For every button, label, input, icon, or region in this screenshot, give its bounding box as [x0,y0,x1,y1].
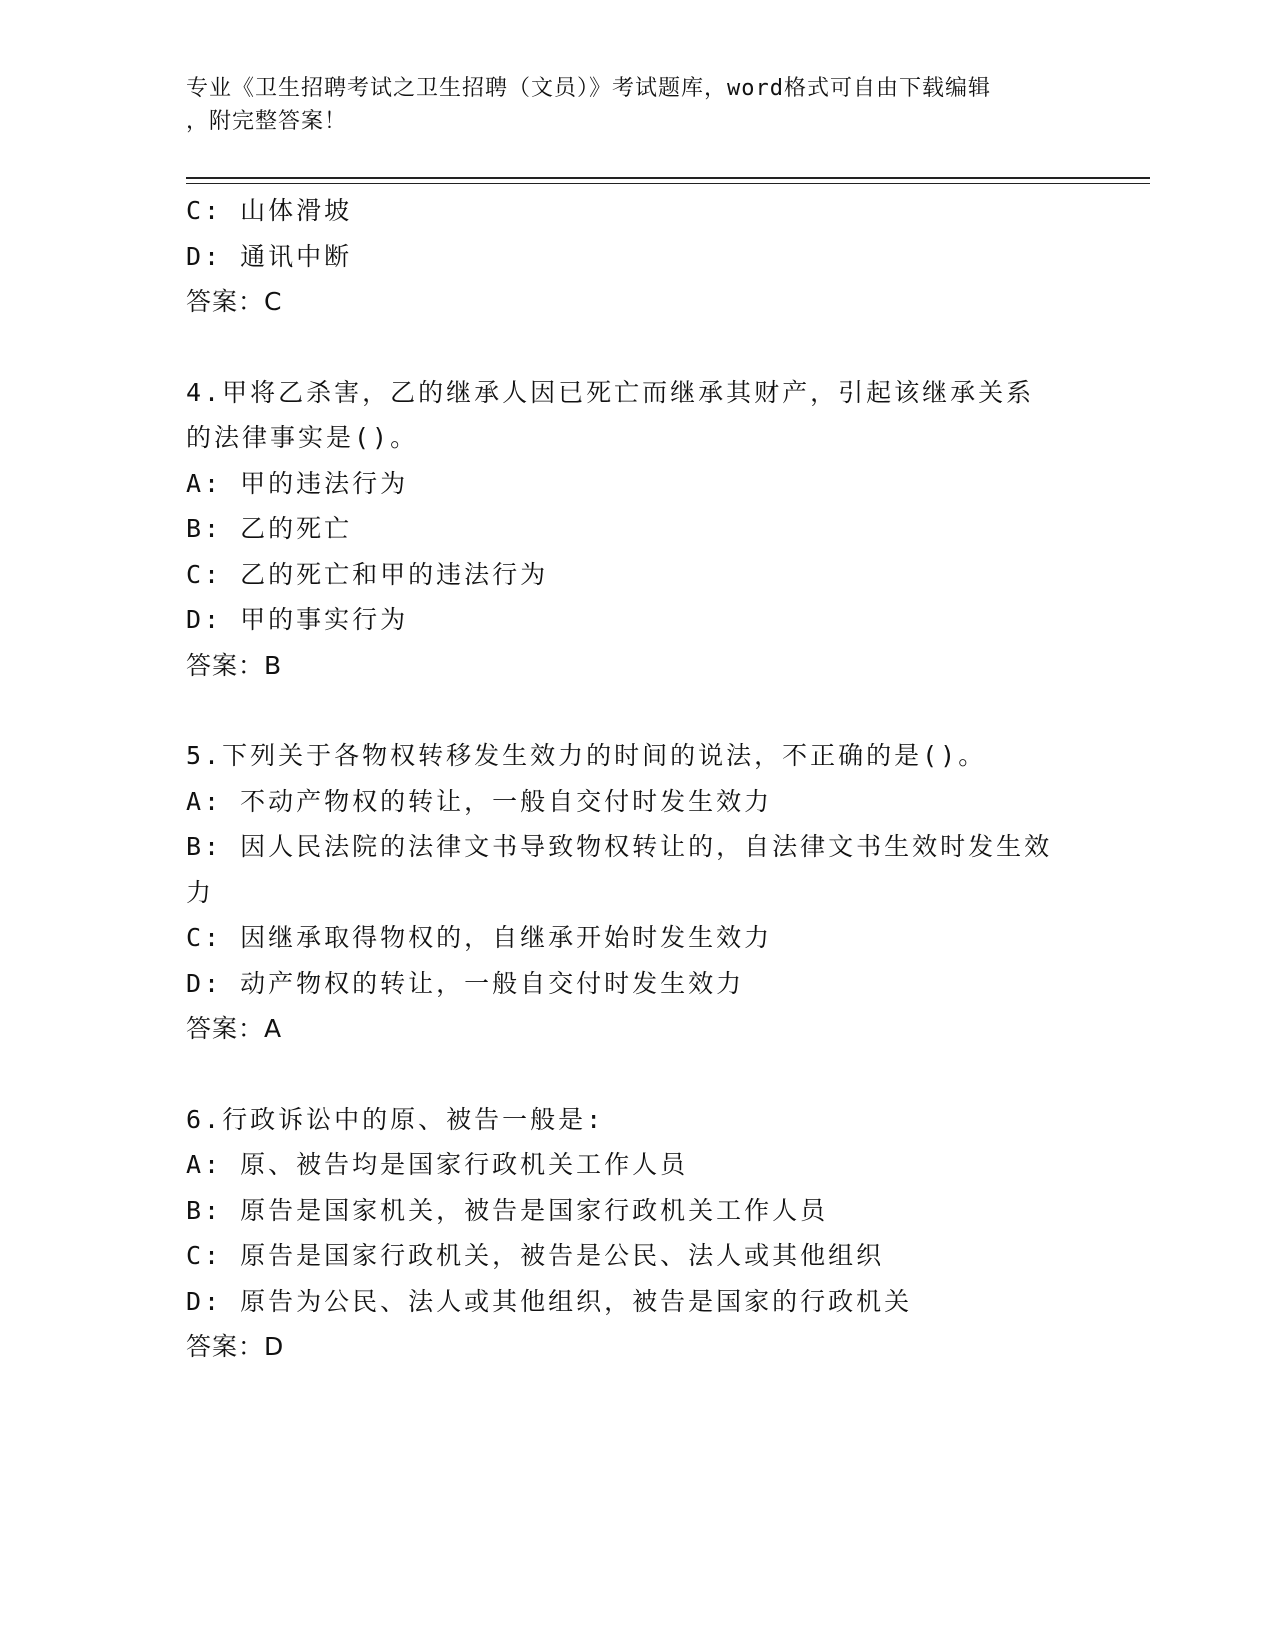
option-b-continued: 力 [186,877,215,907]
question-list [186,188,1086,1370]
option-a: A: 不动产物权的转让，一般自交付时发生效力 [186,786,773,816]
header-divider-thick [186,177,1150,179]
option-a: A: 甲的违法行为 [186,468,409,498]
option-c: C: 因继承取得物权的，自继承开始时发生效力 [186,923,773,952]
option-d: D: 甲的事实行为 [186,605,409,634]
answer-text: 答案：C [186,287,283,316]
option-d: D: 通讯中断 [186,241,353,271]
header-divider-thin [186,183,1150,184]
answer-text: 答案：D [186,1332,285,1361]
option-b: B: 乙的死亡 [186,514,353,543]
option-c: C: 山体滑坡 [186,196,353,225]
option-d: D: 动产物权的转让，一般自交付时发生效力 [186,968,745,998]
question-4 [186,370,1086,689]
question-5 [186,733,1086,1052]
question-stem-continued: 的法律事实是()。 [186,423,419,452]
option-c: C: 原告是国家行政机关，被告是公民、法人或其他组织 [186,1241,885,1270]
question-6 [186,1097,1086,1370]
header-line-1: 专业《卫生招聘考试之卫生招聘（文员）》考试题库，word格式可自由下载编辑 [186,76,991,101]
question-stem: 6.行政诉讼中的原、被告一般是: [186,1104,605,1134]
option-b: B: 因人民法院的法律文书导致物权转让的，自法律文书生效时发生效 [186,832,1053,861]
question-stem: 4.甲将乙杀害，乙的继承人因已死亡而继承其财产，引起该继承关系 [186,377,1035,407]
document-header [186,72,1066,138]
option-b: B: 原告是国家机关，被告是国家行政机关工作人员 [186,1195,829,1225]
question-stem: 5.下列关于各物权转移发生效力的时间的说法，不正确的是()。 [186,741,987,770]
option-d: D: 原告为公民、法人或其他组织，被告是国家的行政机关 [186,1286,913,1316]
option-a: A: 原、被告均是国家行政机关工作人员 [186,1150,689,1179]
header-line-2: ，附完整答案！ [186,109,348,134]
answer-text: 答案：B [186,650,283,680]
question-3-tail [186,188,1086,325]
answer-text: 答案：A [186,1014,283,1043]
option-c: C: 乙的死亡和甲的违法行为 [186,559,549,589]
